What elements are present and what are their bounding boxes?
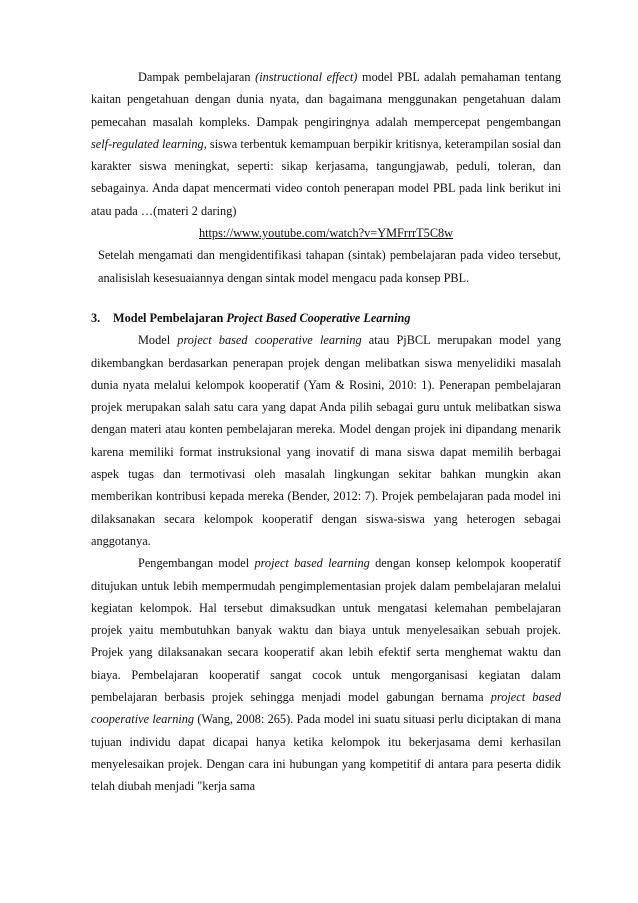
italic-term: project based cooperative learning [177, 333, 362, 348]
italic-term: project based learning [254, 556, 370, 571]
section-heading [91, 307, 561, 329]
pbl-impact-paragraph [91, 66, 561, 222]
italic-term: project based cooperative learning [91, 690, 561, 727]
pjbcl-definition-paragraph [91, 329, 561, 552]
text-span: Dampak pembelajaran [138, 70, 256, 84]
document-page [91, 66, 561, 798]
video-link-line [91, 222, 561, 244]
text-span: atau PjBCL merupakan model yang dikembangkan berdasarkan penerapan projek dengan melibatkan siswa menyelidiki masalah dunia nyata melalui kelompok kooperatif (Yam & Rosini, 2010: 1). Penerapan pembelajaran projek merupakan salah satu cara yang dapat Anda pilih sebagai guru untuk melibatkan siswa dengan materi atau konten pembelajaran mereka. Model dengan projek ini dipandang menarik karena memiliki format instruksional yang inovatif di mana siswa dapat memilih berbagai aspek tugas dan termotivasi oleh masalah lingkungan sekitar bahkan mungkin akan memberikan kontribusi kepada mereka (Bender, 2012: 7). Projek pembelajaran pada model ini dilaksanakan secara kelompok kooperatif dengan siswa-siswa yang heterogen sebagai anggotanya. [91, 333, 561, 548]
youtube-link[interactable]: https://www.youtube.com/watch?v=YMFrrrT5C8w [198, 226, 454, 241]
text-span: , siswa terbentuk kemampuan berpikir kritisnya, keterampilan sosial dan karakter siswa meningkat, seperti: sikap kerjasama, tangungjawab, peduli, toleran, dan sebagainya. Anda dapat mencermati video contoh penerapan model PBL pada link berikut ini atau pada …(materi 2 daring) [91, 136, 561, 218]
text-span: Model [138, 333, 178, 348]
reflection-paragraph: Setelah mengamati dan mengidentifikasi tahapan (sintak) pembelajaran pada video tersebut, analisislah kesesuaiannya dengan sintak model mengacu pada konsep PBL. [98, 248, 561, 285]
section-title-italic: Project Based Cooperative Learning [226, 310, 411, 325]
text-span: model PBL adalah pemahaman tentang kaitan pengetahuan dengan dunia nyata, dan bagaimana menggunakan pengetahuan dalam pemecahan masalah kompleks. Dampak pengiringnya adalah mempercepat pengembangan [91, 70, 561, 129]
text-span: dengan konsep kelompok kooperatif ditujukan untuk lebih mempermudah pengimplementasian projek dalam pembelajaran melalui kegiatan kelompok. Hal tersebut dimaksudkan untuk mengatasi kelemahan pembelajaran projek yaitu membutuhkan banyak waktu dan biaya untuk menyelesaikan sebuah projek. Projek yang dilaksanakan secara kooperatif akan lebih efektif serta menghemat waktu dan biaya. Pembelajaran kooperatif sangat cocok untuk mengorganisasi kegiatan dalam pembelajaran berbasis projek sehingga menjadi model gabungan bernama [91, 556, 562, 705]
text-span: (Wang, 2008: 265). Pada model ini suatu situasi perlu diciptakan di mana tujuan individu dapat dicapai hanya ketika kelompok itu bekerjasama demi kerhasilan menyelesaikan projek. Dengan cara ini hubungan yang kompetitif di antara para peserta didik telah diubah menjadi "kerja sama [91, 712, 561, 794]
italic-term: self-regulated learning [91, 136, 204, 151]
pjbcl-development-paragraph [91, 552, 561, 797]
section-number: 3. [91, 310, 101, 325]
section-title-plain: Model Pembelajaran [113, 310, 227, 325]
italic-term: (instructional effect) [255, 70, 358, 84]
text-span: Pengembangan model [138, 556, 255, 571]
